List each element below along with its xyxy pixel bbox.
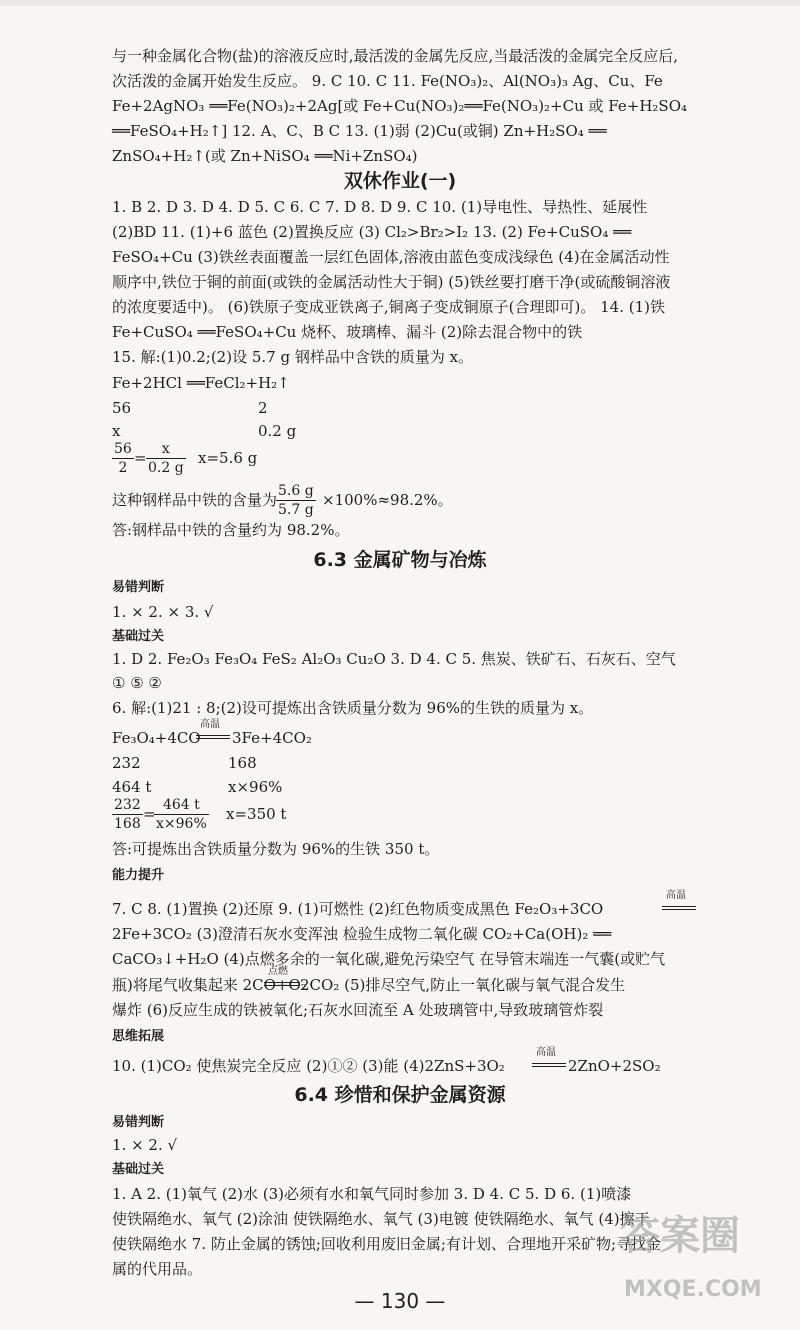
text-line: ══FeSO₄+H₂↑] 12. A、C、B C 13. (1)弱 (2)Cu(或铜) Zn+H₂SO₄ ══ [112, 122, 607, 140]
fraction-denominator: 2 [118, 460, 128, 476]
answer-line: 答:可提炼出含铁质量分数为 96%的生铁 350 t。 [112, 840, 440, 858]
fraction [112, 796, 143, 833]
calc-result: x=5.6 g [198, 449, 258, 467]
text-line: 1. × 2. × 3. √ [112, 603, 214, 621]
text-line: 6. 解:(1)21 : 8;(2)设可提炼出含铁质量分数为 96%的生铁的质量为 x。 [112, 699, 594, 717]
subheading: 易错判断 [112, 580, 165, 595]
subheading: 能力提升 [112, 868, 165, 883]
fraction-numerator: x [146, 440, 186, 459]
reaction-arrow [196, 735, 230, 739]
text-line: 顺序中,铁位于铜的前面(或铁的金属活动性大于铜) (5)铁丝要打磨干净(或硫酸铜溶液 [112, 273, 671, 291]
text-line: 与一种金属化合物(盐)的溶液反应时,最活泼的金属先反应,当最活泼的金属完全反应后, [112, 47, 679, 65]
page-number: — 130 — [354, 1289, 446, 1313]
text-line: 15. 解:(1)0.2;(2)设 5.7 g 钢样品中含铁的质量为 x。 [112, 348, 474, 366]
fraction-denominator: 168 [114, 816, 141, 832]
text-line: FeSO₄+Cu (3)铁丝表面覆盖一层红色固体,溶液由蓝色变成浅绿色 (4)在金属活动性 [112, 248, 670, 266]
scan-top-edge [0, 0, 800, 6]
text-line: 1. D 2. Fe₂O₃ Fe₃O₄ FeS₂ Al₂O₃ Cu₂O 3. D 4. C 5. 焦炭、铁矿石、石灰石、空气 [112, 650, 676, 668]
text-line: 爆炸 (6)反应生成的铁被氧化;石灰水回流至 A 处玻璃管中,导致玻璃管炸裂 [112, 1001, 604, 1019]
fraction [112, 440, 134, 477]
reaction-arrow [532, 1063, 566, 1067]
fraction [276, 482, 316, 519]
reaction-arrow [264, 982, 298, 986]
fraction-numerator: 56 [114, 441, 132, 457]
equation-line: Fe+2HCl ══FeCl₂+H₂↑ [112, 374, 290, 392]
fraction [146, 440, 186, 477]
text-line: 属的代用品。 [112, 1260, 203, 1278]
equals-sign: = [143, 805, 156, 823]
calc-value: x×96% [228, 778, 283, 796]
section-title: 6.4 珍惜和保护金属资源 [294, 1084, 506, 1106]
calc-value: 232 [112, 754, 141, 772]
reaction-arrow [662, 906, 696, 910]
reaction-condition: 高温 [536, 1047, 556, 1058]
section-title: 双休作业(一) [343, 170, 457, 192]
calc-value: x [112, 422, 121, 440]
answer-line: 答:钢样品中铁的含量约为 98.2%。 [112, 521, 350, 539]
text-line: 使铁隔绝水、氧气 (2)涂油 使铁隔绝水、氧气 (3)电镀 使铁隔绝水、氧气 (4)擦干 [112, 1210, 650, 1228]
subheading: 易错判断 [112, 1115, 165, 1130]
text-line: 瓶)将尾气收集起来 2CO+O₂ [112, 976, 307, 994]
subheading: 基础过关 [112, 629, 165, 644]
content-prefix: 这种钢样品中铁的含量为 [112, 491, 278, 509]
subheading: 基础过关 [112, 1162, 165, 1177]
fraction-numerator: 464 t [154, 796, 209, 815]
calc-value: 0.2 g [258, 422, 297, 440]
equation-left: Fe₃O₄+4CO [112, 729, 201, 747]
text-line: 7. C 8. (1)置换 (2)还原 9. (1)可燃性 (2)红色物质变成黑色 Fe₂O₃+3CO [112, 900, 604, 918]
text-line: 的浓度要适中)。 (6)铁原子变成亚铁离子,铜离子变成铜原子(合理即可)。 14. (1)铁 [112, 298, 665, 316]
text-line: 1. B 2. D 3. D 4. D 5. C 6. C 7. D 8. D 9. C 10. (1)导电性、导热性、延展性 [112, 198, 648, 216]
equation-right: 3Fe+4CO₂ [232, 729, 312, 747]
text-line: 10. (1)CO₂ 使焦炭完全反应 (2)①② (3)能 (4)2ZnS+3O₂ [112, 1057, 505, 1075]
equals-sign: = [134, 449, 147, 467]
reaction-condition: 点燃 [268, 966, 288, 977]
calc-value: 464 t [112, 778, 152, 796]
text-line: 次活泼的金属开始发生反应。 9. C 10. C 11. Fe(NO₃)₂、Al(NO₃)₃ Ag、Cu、Fe [112, 72, 663, 90]
text-line: ZnSO₄+H₂↑(或 Zn+NiSO₄ ══Ni+ZnSO₄) [112, 147, 418, 165]
watermark-url: MXQE.COM [624, 1277, 762, 1302]
fraction-denominator: 5.7 g [278, 502, 314, 518]
calc-value: 168 [228, 754, 257, 772]
text-line: Fe+2AgNO₃ ══Fe(NO₃)₂+2Ag[或 Fe+Cu(NO₃)₂══Fe(NO₃)₂+Cu 或 Fe+H₂SO₄ [112, 97, 688, 115]
reaction-condition: 高温 [200, 719, 220, 730]
fraction-numerator: 232 [114, 797, 141, 813]
text-line: CaCO₃↓+H₂O (4)点燃多余的一氧化碳,避免污染空气 在导管末端连一气囊(或贮气 [112, 950, 666, 968]
calc-value: 56 [112, 399, 132, 417]
text-line: 1. × 2. √ [112, 1136, 178, 1154]
text-line: 1. A 2. (1)氧气 (2)水 (3)必须有水和氧气同时参加 3. D 4. C 5. D 6. (1)喷漆 [112, 1185, 632, 1203]
subheading: 思维拓展 [112, 1029, 165, 1044]
text-line: Fe+CuSO₄ ══FeSO₄+Cu 烧杯、玻璃棒、漏斗 (2)除去混合物中的铁 [112, 323, 583, 341]
fraction-numerator: 5.6 g [278, 483, 314, 499]
calc-value: 2 [258, 399, 268, 417]
text-line: 使铁隔绝水 7. 防止金属的锈蚀;回收利用废旧金属;有计划、合理地开采矿物;寻找金 [112, 1235, 662, 1253]
watermark-logo [620, 1210, 790, 1322]
watermark-title: 答案圈 [620, 1213, 740, 1259]
text-line: 2ZnO+2SO₂ [568, 1057, 661, 1075]
fraction-denominator: 0.2 g [148, 460, 184, 476]
fraction-denominator: x×96% [156, 816, 207, 832]
reaction-condition: 高温 [666, 890, 686, 901]
text-line: 2CO₂ (5)排尽空气,防止一氧化碳与氧气混合发生 [300, 976, 626, 994]
calc-result: x=350 t [226, 805, 287, 823]
text-line: 2Fe+3CO₂ (3)澄清石灰水变浑浊 检验生成物二氧化碳 CO₂+Ca(OH)₂ ══ [112, 925, 612, 943]
fraction [154, 796, 209, 833]
content-suffix: ×100%≈98.2%。 [322, 491, 453, 509]
section-title: 6.3 金属矿物与冶炼 [313, 549, 487, 571]
text-line: (2)BD 11. (1)+6 蓝色 (2)置换反应 (3) Cl₂>Br₂>I₂ 13. (2) Fe+CuSO₄ ══ [112, 223, 632, 241]
text-line: ① ⑤ ② [112, 674, 162, 692]
